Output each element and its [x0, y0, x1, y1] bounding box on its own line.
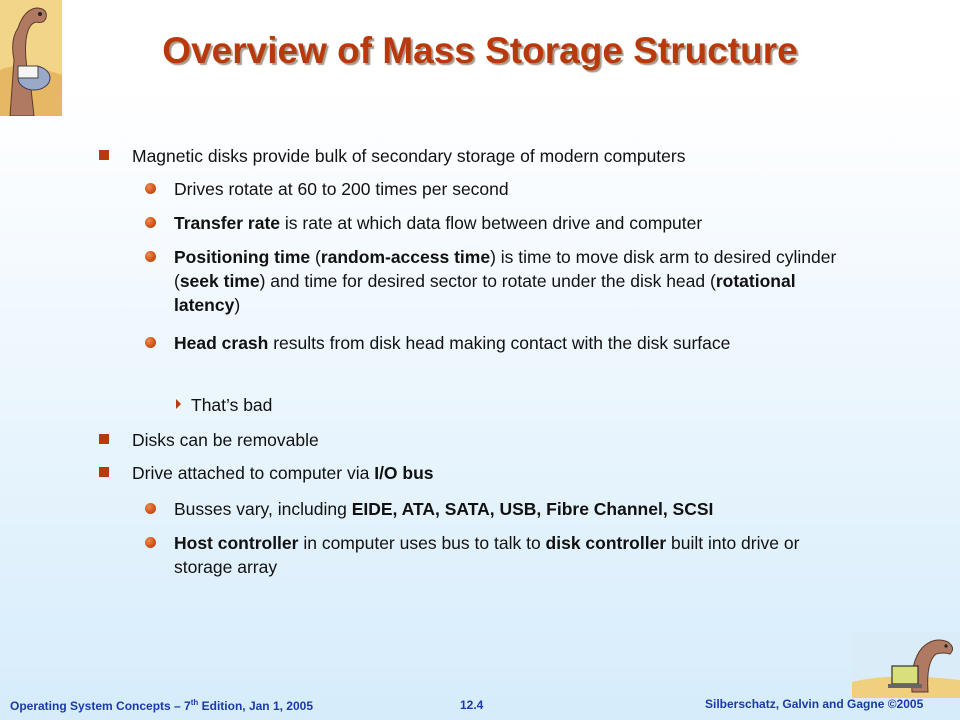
- bullet-thats-bad: That’s bad: [191, 395, 273, 415]
- round-bullet-icon: [145, 217, 156, 228]
- bullet-drives-rotate: Drives rotate at 60 to 200 times per second: [174, 179, 509, 199]
- footer-book-title: Operating System Concepts – 7th Edition, Jan 1, 2005: [10, 698, 314, 713]
- round-bullet-icon: [145, 183, 156, 194]
- square-bullet-icon: [99, 434, 109, 444]
- footer-authors: Silberschatz, Galvin and Gagne ©2005: [705, 697, 924, 711]
- bullet-io-bus: Drive attached to computer via I/O bus: [132, 463, 434, 483]
- square-bullet-icon: [99, 150, 109, 160]
- slide-title: Overview of Mass Storage Structure: [162, 30, 798, 71]
- round-bullet-icon: [145, 251, 156, 262]
- bullet-transfer-rate: Transfer rate is rate at which data flow between drive and computer: [174, 213, 703, 233]
- bullet-positioning-time: Positioning time (random-access time) is time to move disk arm to desired cylinder (seek time) and time for desired sector to rotate under the disk head (rotational latency): [174, 247, 837, 315]
- triangle-bullet-icon: [176, 399, 181, 409]
- square-bullet-icon: [99, 467, 109, 477]
- bullet-head-crash: Head crash results from disk head making contact with the disk surface: [174, 333, 731, 353]
- round-bullet-icon: [145, 337, 156, 348]
- bullet-host-controller: Host controller in computer uses bus to talk to disk controller built into drive or storage array: [174, 533, 800, 577]
- bullet-busses-vary: Busses vary, including EIDE, ATA, SATA, USB, Fibre Channel, SCSI: [174, 499, 714, 519]
- round-bullet-icon: [145, 503, 156, 514]
- round-bullet-icon: [145, 537, 156, 548]
- bullet-removable: Disks can be removable: [132, 430, 319, 450]
- footer-page-number: 12.4: [460, 698, 484, 712]
- bullet-magnetic-disks: Magnetic disks provide bulk of secondary storage of modern computers: [132, 146, 686, 166]
